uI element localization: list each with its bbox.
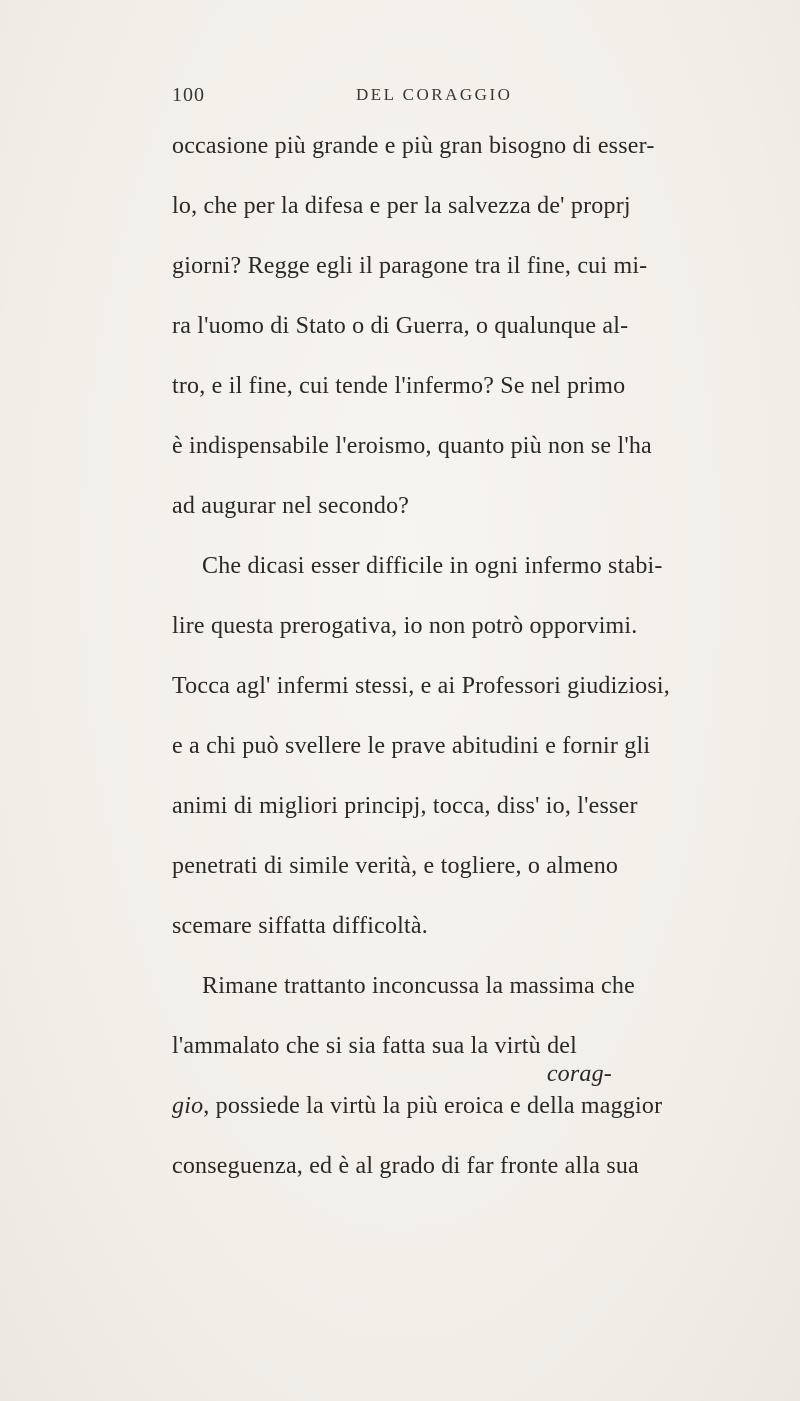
text-line: è indispensabile l'eroismo, quanto più non se l'ha	[172, 433, 652, 459]
text-line: ad augurar nel secondo?	[172, 493, 410, 519]
text-line: occasione più grande e più gran bisogno di esser-	[172, 133, 655, 159]
text-line: conseguenza, ed è al grado di far fronte alla sua	[172, 1153, 639, 1179]
running-head: DEL CORAGGIO	[356, 85, 513, 104]
text-line: e a chi può svellere le prave abitudini e fornir gli	[172, 733, 651, 759]
text-line: penetrati di simile verità, e togliere, o almeno	[172, 853, 619, 879]
text-line: Che dicasi esser difficile in ogni infermo stabi-	[202, 553, 663, 579]
text-segment: , possiede la virtù la più eroica e della maggior	[203, 1093, 663, 1119]
text-line	[172, 1032, 612, 1087]
text-line: animi di migliori principj, tocca, diss' io, l'esser	[172, 793, 638, 819]
text-line: lo, che per la difesa e per la salvezza de' proprj	[172, 193, 631, 219]
page-header	[172, 84, 542, 110]
text-line: Tocca agl' infermi stessi, e ai Professori giudiziosi,	[172, 673, 670, 699]
text-line: tro, e il fine, cui tende l'infermo? Se nel primo	[172, 373, 626, 399]
italic-word: gio	[172, 1093, 204, 1119]
italic-word: corag-	[546, 1061, 612, 1087]
page-number: 100	[172, 84, 205, 106]
text-line: lire questa prerogativa, io non potrò opporvimi.	[172, 613, 638, 639]
text-line: scemare siffatta difficoltà.	[172, 913, 428, 939]
text-line: giorni? Regge egli il paragone tra il fine, cui mi-	[172, 253, 648, 279]
text-segment: l'ammalato che si sia fatta sua la virtù del	[172, 1033, 577, 1059]
text-line	[172, 1092, 663, 1120]
text-line: ra l'uomo di Stato o di Guerra, o qualunque al-	[172, 313, 629, 339]
text-line: Rimane trattanto inconcussa la massima che	[202, 973, 635, 999]
